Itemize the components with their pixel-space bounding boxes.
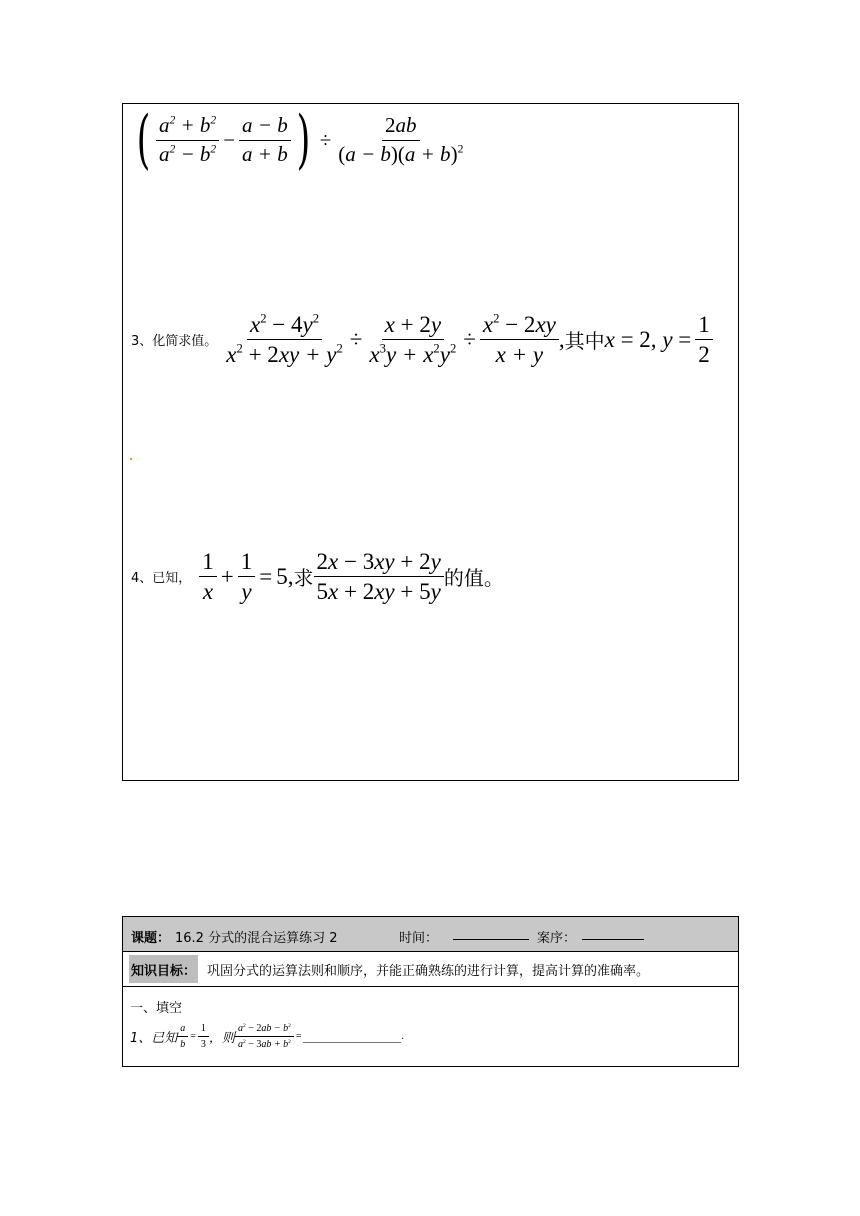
worksheet-box-bottom [122, 916, 739, 1067]
header-row [123, 917, 738, 952]
section-title: 一、填空 [130, 1001, 183, 1016]
fraction: $\frac{x^2 - 4y^2}{x^2 + 2xy + y^2}$ [226, 311, 343, 368]
fraction: $\frac{2x - 3xy + 2y}{5x + 2xy + 5y}$ [314, 549, 444, 605]
fraction: $\frac{1}{3}$ [198, 1023, 209, 1050]
expression-1: ( $\frac{a^2 + b^2}{a^2 - b^2}$ − $\frac{a - b}{a + b}$ ) ÷ $\frac{2ab}{(a - b)(a + b)^2}$ [131, 108, 466, 172]
fraction: $\frac{a - b}{a + b}$ [239, 114, 291, 165]
time-blank[interactable] [453, 925, 529, 940]
fraction: $\frac{1}{x}$ [199, 549, 217, 605]
case-label: 案序： [537, 931, 577, 946]
fraction: $\frac{a}{b}$ [177, 1023, 188, 1050]
fraction: $\frac{x + 2y}{x^3y + x^2y^2}$ [369, 312, 457, 368]
right-paren: ) [296, 103, 311, 177]
fraction: $\frac{a^2 - 2ab - b^2}{a^2 - 3ab + b^2}$ [235, 1023, 294, 1050]
answer-blank[interactable] [303, 1030, 401, 1043]
time-label: 时间： [399, 931, 439, 946]
question-1: 1、已知 $\frac{a}{b}$ = $\frac{1}{3}$ ，则 $\frac{a^2 - 2ab - b^2}{a^2 - 3ab + b^2}$ = . [130, 1022, 404, 1050]
question-1-then: ，则 [208, 1031, 235, 1046]
fraction: $\frac{a^2 + b^2}{a^2 - b^2}$ [156, 114, 219, 165]
question-3: 3、化简求值。 $\frac{x^2 - 4y^2}{x^2 + 2xy + y^2}$ ÷ $\frac{x + 2y}{x^3y + x^2y^2}$ ÷ $\frac{x^2 - 2xy}{x + y}$ , 其中 x = 2, y = $\frac{1}{2}$ [131, 312, 713, 368]
worksheet-box-top [122, 103, 739, 781]
goal-label: 知识目标： [129, 955, 198, 983]
topic-value: 16.2 分式的混合运算练习 2 [175, 931, 338, 946]
goal-value: 巩固分式的运算法则和顺序，并能正确熟练的进行计算，提高计算的准确率。 [207, 964, 650, 979]
question-4-label: 4、已知， [131, 571, 192, 587]
where-text: 其中 [564, 329, 605, 354]
fraction: $\frac{x^2 - 2xy}{x + y}$ [480, 312, 559, 368]
question-4: 4、已知， $\frac{1}{x}$ + $\frac{1}{y}$ = 5, 求 $\frac{2x - 3xy + 2y}{5x + 2xy + 5y}$ 的值。 [131, 549, 504, 605]
topic-label: 课题： [131, 931, 171, 946]
case-blank[interactable] [582, 925, 644, 940]
fraction: $\frac{1}{2}$ [695, 312, 713, 368]
question-1-label: 1、已知 [130, 1031, 178, 1046]
find-text: 求 [293, 566, 314, 591]
left-paren: ( [136, 103, 151, 177]
fraction: $\frac{2ab}{(a - b)(a + b)^2}$ [338, 113, 464, 166]
goal-row [123, 951, 738, 987]
fraction: $\frac{1}{y}$ [238, 549, 256, 605]
value-text: 的值。 [443, 566, 504, 591]
question-3-label: 3、化简求值。 [131, 334, 218, 350]
dot-mark [130, 458, 132, 460]
